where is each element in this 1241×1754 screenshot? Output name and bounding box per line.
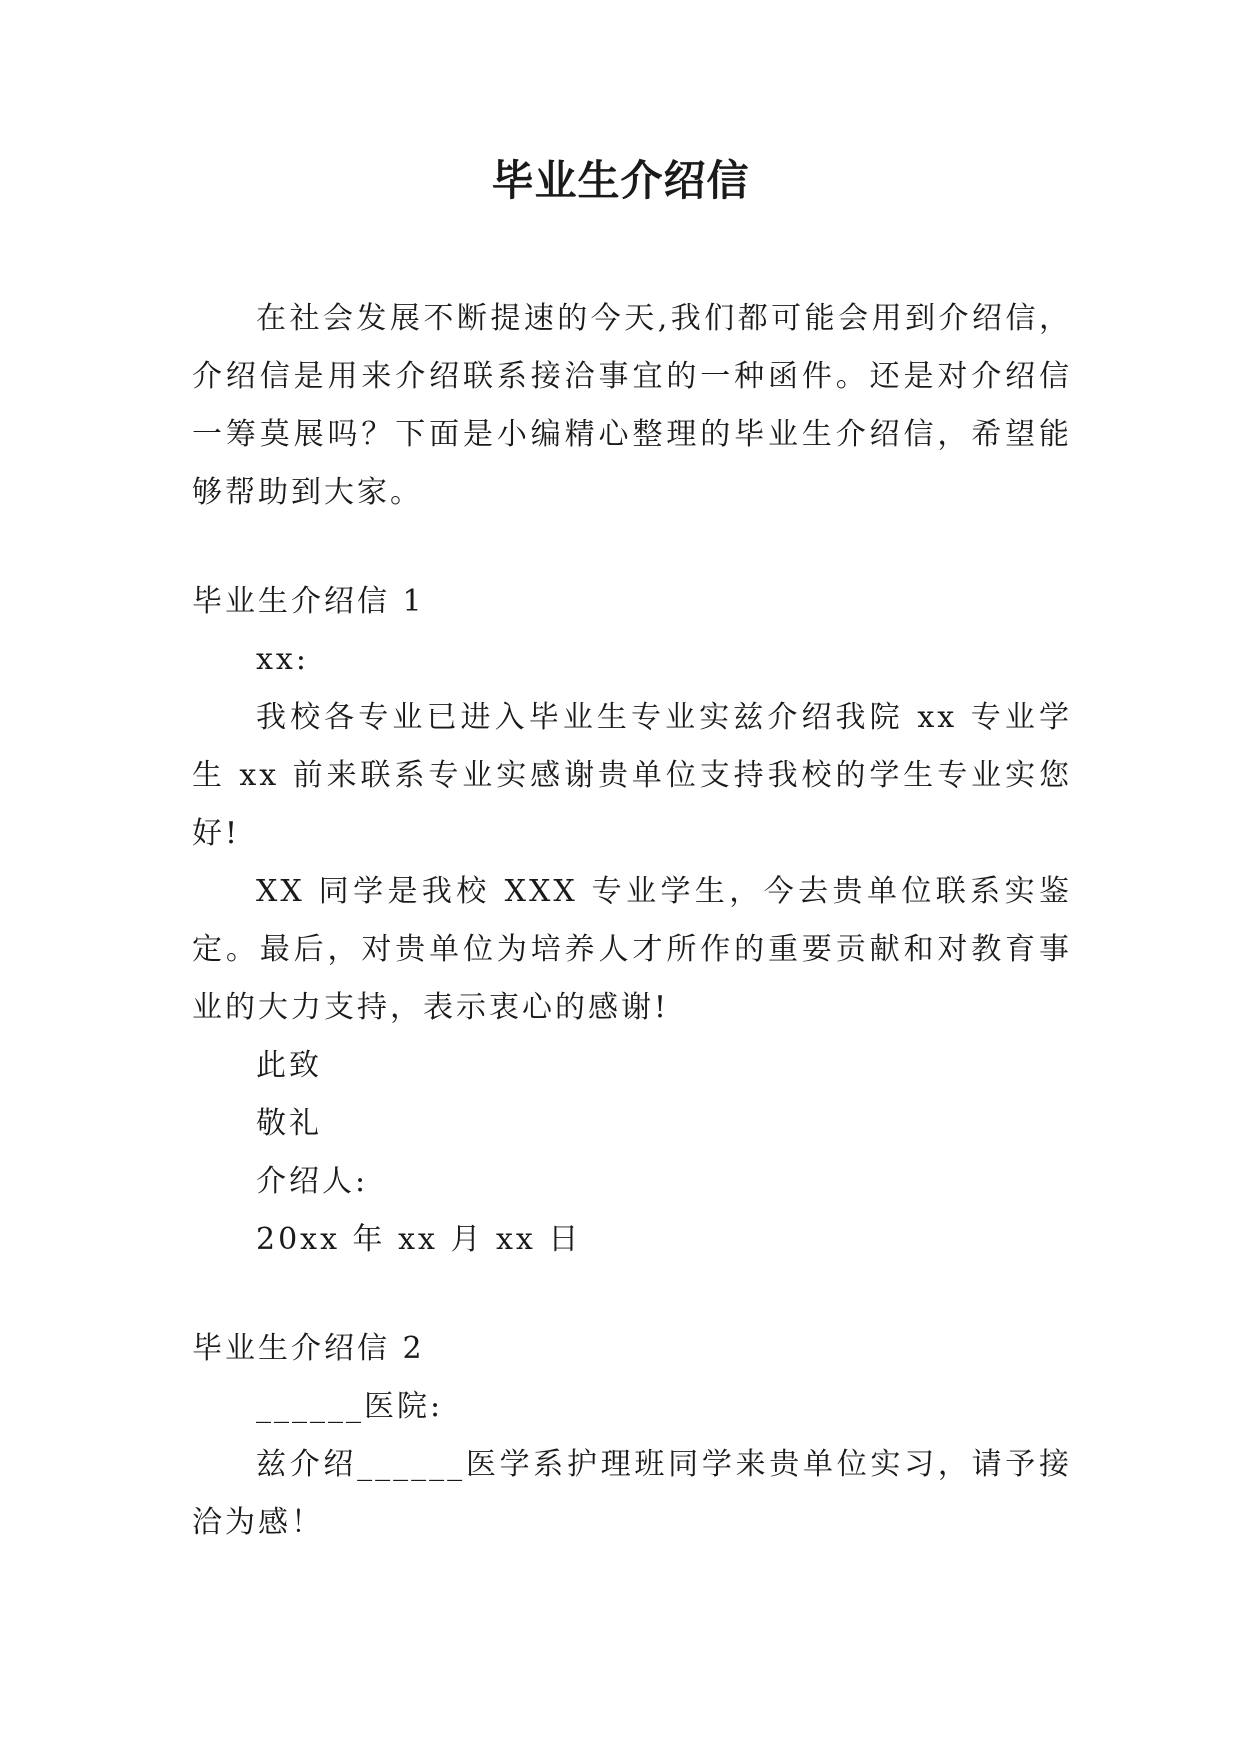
document-title: 毕业生介绍信 (491, 156, 750, 205)
letter1-date: 20xx 年 xx 月 xx 日 (256, 1222, 582, 1257)
letter2-heading: 毕业生介绍信 2 (192, 1331, 425, 1366)
letter1-closing-1: 此致 (256, 1048, 322, 1083)
letter2-body-paragraph-1: 兹介绍______医学系护理班同学来贵单位实习，请予接洽为感！ (192, 1447, 1072, 1540)
letter1-body-paragraph-2: XX 同学是我校 XXX 专业学生，今去贵单位联系实鉴定。最后，对贵单位为培养人才所作的重要贡献和对教育事业的大力支持，表示衷心的感谢! (192, 874, 1072, 1025)
letter1-closing-2: 敬礼 (256, 1106, 322, 1141)
intro-paragraph: 在社会发展不断提速的今天,我们都可能会用到介绍信，介绍信是用来介绍联系接洽事宜的一种函件。还是对介绍信一筹莫展吗？下面是小编精心整理的毕业生介绍信，希望能够帮助到大家。 (192, 301, 1072, 510)
letter1-salutation: xx: (256, 642, 309, 677)
letter1-body-paragraph-1: 我校各专业已进入毕业生专业实兹介绍我院 xx 专业学生 xx 前来联系专业实感谢贵单位支持我校的学生专业实您好! (192, 700, 1072, 851)
letter2-salutation: ______医院: (256, 1389, 444, 1424)
document-body (192, 290, 1072, 1552)
letter1-heading: 毕业生介绍信 1 (192, 584, 425, 619)
letter1-introducer: 介绍人: (256, 1164, 369, 1199)
